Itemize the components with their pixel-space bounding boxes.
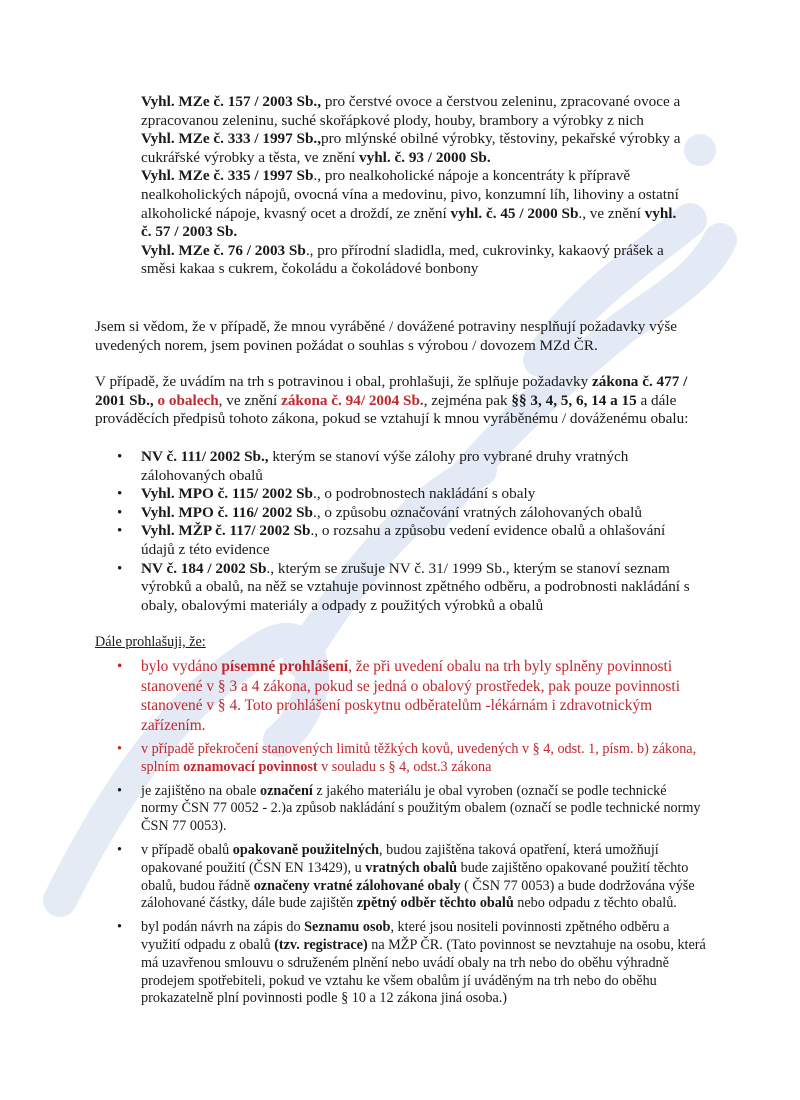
list-item: • NV č. 184 / 2002 Sb., kterým se zrušuje NV č. 31/ 1999 Sb., kterým se stanoví seznam výrobků a obalů, na něž se vztahuje povinnost zpětného odběru, a podrobnosti nakládání s obaly, obalovými materiály a odpady z použitých výrobků a obalů	[117, 559, 690, 614]
bullet-icon: •	[117, 782, 122, 799]
declaration-item: • v případě překročení stanovených limitů těžkých kovů, uvedených v § 4, odst. 1, písm. b) zákona, splním oznamovací povinnost v souladu s § 4, odst.3 zákona	[117, 741, 697, 775]
bullet-icon: •	[117, 559, 123, 577]
list-item: • NV č. 111/ 2002 Sb., kterým se stanoví výše zálohy pro vybrané druhy vratných zálohovaných obalů	[117, 448, 629, 484]
regulation-item: Vyhl. MZe č. 335 / 1997 Sb., pro nealkoholické nápoje a koncentráty k přípravě nealkoholických nápojů, ovocná vína a medovinu, pivo, konzumní líh, lihoviny a ostatní alkoholické nápoje, kvasný ocet a droždí, ze znění vyhl. č. 45 / 2000 Sb., ve znění vyhl. č. 57 / 2003 Sb.	[141, 167, 679, 241]
declaration-item: • byl podán návrh na zápis do Seznamu osob, které jsou nositeli povinnosti zpětného odběru a využití odpadu z obalů (tzv. registrace) na MŽP ČR. (Tato povinnost se nevztahuje na osobu, která má uzavřenou smlouvu o sdruženém plnění nebo uvádí obaly na trh nebo do oběhu výhradně prodejem spotřebiteli, pokud ve vztahu ke všem obalům jí uváděným na trh nebo do oběhu prokazatelně plní povinnosti podle § 10 a 12 zákona jiná osoba.)	[117, 919, 706, 1007]
awareness-paragraph: Jsem si vědom, že v případě, že mnou vyráběné / dovážené potraviny nesplňují požadavky výše uvedených norem, jsem povinen požádat o souhlas s výrobou / dovozem MZd ČR.	[95, 318, 678, 354]
list-item: • Vyhl. MPO č. 116/ 2002 Sb., o způsobu označování vratných zálohovaných obalů	[117, 503, 642, 521]
declaration-item: • v případě obalů opakovaně použitelných, budou zajištěna taková opatření, která umožňují opakované použití (ČSN EN 13429), u vratných obalů bude zajištěno opakované použití těchto obalů, budou řádně označeny vratné zálohované obaly ( ČSN 77 0053) a bude dodržována výše zálohované částky, dále bude zajištěn zpětný odběr těchto obalů nebo odpadu z těchto obalů.	[117, 841, 695, 912]
declaration-heading: Dále prohlašuji, že:	[95, 634, 206, 650]
bullet-icon: •	[117, 658, 123, 675]
bullet-icon: •	[117, 485, 123, 503]
bullet-icon: •	[117, 448, 123, 465]
list-item: • Vyhl. MPO č. 115/ 2002 Sb., o podrobnostech nakládání s obaly	[117, 485, 536, 503]
regulations-list	[141, 93, 686, 279]
bullet-icon: •	[117, 841, 122, 858]
regulation-item: Vyhl. MZe č. 157 / 2003 Sb., pro čerstvé ovoce a čerstvou zeleninu, zpracované ovoce a zpracovanou zeleninu, suché skořápkové plody, houby, brambory a výrobky z nich	[141, 93, 681, 129]
regulation-item: Vyhl. MZe č. 333 / 1997 Sb.,pro mlýnské obilné výrobky, těstoviny, pekařské výrobky a cukrářské výrobky a těsta, ve znění vyhl. č. 93 / 2000 Sb.	[141, 130, 681, 166]
packaging-paragraph: V případě, že uvádím na trh s potravinou i obal, prohlašuji, že splňuje požadavky zákona č. 477 / 2001 Sb., o obalech, ve znění zákona č. 94/ 2004 Sb., zejména pak §§ 3, 4, 5, 6, 14 a 15 a dále prováděcích předpisů tohoto zákona, pokud se vztahují k mnou vyráběnému / dováženému obalu:	[95, 373, 689, 428]
list-item: • Vyhl. MŽP č. 117/ 2002 Sb., o rozsahu a způsobu vedení evidence obalů a ohlašování údajů z této evidence	[117, 522, 666, 558]
declaration-list	[117, 657, 706, 1014]
regulation-item: Vyhl. MZe č. 76 / 2003 Sb., pro přírodní sladidla, med, cukrovinky, kakaový prášek a směsi kakaa s cukrem, čokoládu a čokoládové bonbony	[141, 241, 664, 278]
packaging-regulations-list	[117, 448, 701, 615]
declaration-item: • je zajištěno na obale označení z jakého materiálu je obal vyroben (označí se podle technické normy ČSN 77 0052 - 2.)a způsob nakládání s použitým obalem (označí se podle technické normy ČSN 77 0053).	[117, 782, 701, 835]
bullet-icon: •	[117, 503, 123, 521]
declaration-item: • bylo vydáno písemné prohlášení, že při uvedení obalu na trh byly splněny povinnosti stanovené v § 3 a 4 zákona, pokud se jedná o obalový prostředek, pak pouze povinnosti stanovené v § 4. Toto prohlášení poskytnu odběratelům -lékárnám i zdravotnickým zařízením.	[117, 658, 680, 734]
bullet-icon: •	[117, 919, 122, 936]
bullet-icon: •	[117, 522, 123, 540]
bullet-icon: •	[117, 741, 122, 757]
